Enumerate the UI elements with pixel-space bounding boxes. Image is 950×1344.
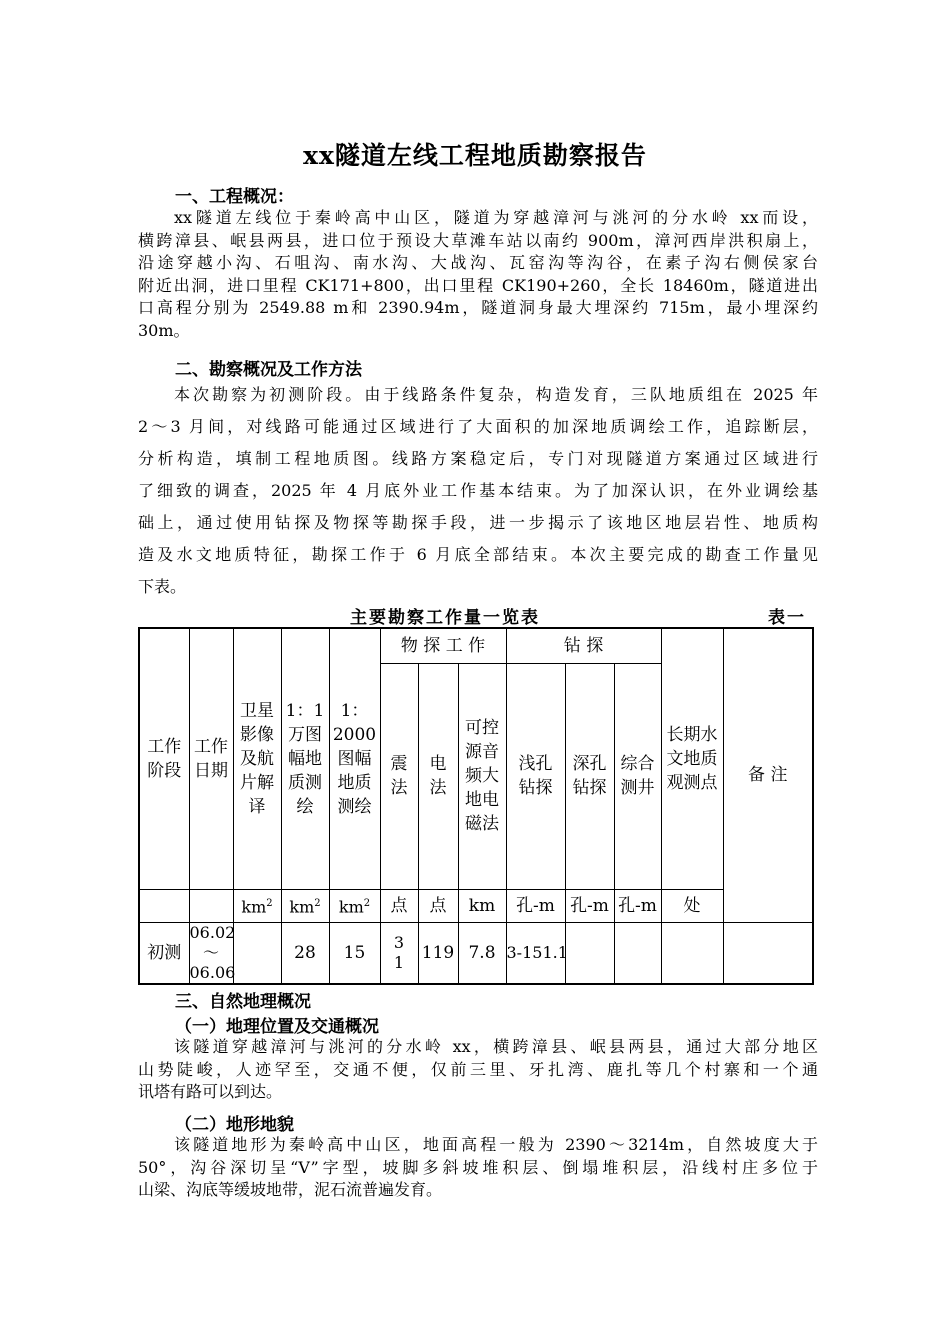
unit-satellite: $km^2$ bbox=[233, 889, 281, 922]
cell-date bbox=[189, 922, 236, 984]
header-map-10k: 1：1万图幅地质测绘 bbox=[281, 628, 329, 889]
section-3-2-line: 50°，沟谷深切呈“V”字型，坡脚多斜坡堆积层、倒塌堆积层，沿线村庄多位于 bbox=[138, 1157, 818, 1177]
header-shallow: 浅孔钻探 bbox=[506, 663, 565, 889]
section-1-heading: 一、工程概况： bbox=[175, 187, 294, 207]
unit-shallow: 孔-m bbox=[506, 889, 565, 922]
section-2-paragraph bbox=[138, 379, 818, 603]
unit-map-10k: $km^2$ bbox=[281, 889, 329, 922]
cell-remarks bbox=[723, 922, 813, 984]
cell-electric: 119 bbox=[418, 922, 458, 984]
cell-shallow: 3-151.1 bbox=[506, 922, 565, 984]
section-3-2-paragraph bbox=[138, 1134, 818, 1202]
header-combined: 综合测井 bbox=[614, 663, 661, 889]
section-1-line: 30m。 bbox=[138, 320, 190, 340]
unit-deep: 孔-m bbox=[565, 889, 614, 922]
unit-stage bbox=[139, 889, 189, 922]
header-seismic: 震法 bbox=[380, 663, 418, 889]
section-1-line: 横跨漳县、岷县两县，进口位于预设大草滩车站以南约 900m，漳河西岸洪积扇上， bbox=[138, 230, 818, 250]
table-data-row bbox=[139, 922, 813, 984]
section-3-heading: 三、自然地理概况 bbox=[175, 992, 311, 1012]
header-stage: 工作阶段 bbox=[139, 628, 189, 889]
cell-map-10k: 28 bbox=[281, 922, 329, 984]
header-map-2000: 1：2000图幅地质测绘 bbox=[329, 628, 380, 889]
section-1-line: 沿途穿越小沟、石咀沟、南水沟、大战沟、瓦窑沟等沟谷，在素子沟右侧侯家台 bbox=[138, 253, 818, 272]
cell-satellite bbox=[233, 922, 281, 984]
section-2-line: 2～3 月间，对线路可能通过区域进行了大面积的加深地质调绘工作，追踪断层， bbox=[138, 417, 818, 436]
section-3-2-heading: （二）地形地貌 bbox=[175, 1115, 294, 1135]
section-3-1-paragraph bbox=[138, 1036, 818, 1104]
section-1-paragraph bbox=[138, 207, 818, 342]
section-2-line: 了细致的调查，2025 年 4 月底外业工作基本结束。为了加深认识，在外业调绘基 bbox=[138, 481, 818, 500]
header-date: 工作日期 bbox=[189, 628, 233, 889]
section-2-line: 分析构造，填制工程地质图。线路方案稳定后，专门对现隧道方案通过区域进行 bbox=[138, 449, 818, 468]
header-electric: 电法 bbox=[418, 663, 458, 889]
cell-date-start: 06.02 bbox=[189, 922, 236, 942]
header-satellite: 卫星影像及航片解译 bbox=[233, 628, 281, 889]
section-2-line: 本次勘察为初测阶段。由于线路条件复杂，构造发育，三队地质组在 2025 年 bbox=[174, 385, 818, 404]
section-3-1-line: 讯塔有路可以到达。 bbox=[138, 1082, 283, 1101]
unit-csamt: km bbox=[458, 889, 506, 922]
section-3-1-line: 该隧道穿越漳河与洮河的分水岭 xx，横跨漳县、岷县两县，通过大部分地区 bbox=[174, 1037, 818, 1056]
header-drilling-group: 钻 探 bbox=[506, 628, 661, 663]
section-3-1-heading: （一）地理位置及交通概况 bbox=[175, 1017, 379, 1037]
unit-seismic: 点 bbox=[380, 889, 418, 922]
header-geophysics-group: 物 探 工 作 bbox=[380, 628, 506, 663]
table-units-row bbox=[139, 889, 813, 922]
unit-combined: 孔-m bbox=[614, 889, 661, 922]
section-1-line: xx隧道左线位于秦岭高中山区，隧道为穿越漳河与洮河的分水岭 xx而设， bbox=[174, 208, 818, 227]
unit-longterm: 处 bbox=[661, 889, 723, 922]
section-1-line: 附近出洞，进口里程 CK171+800，出口里程 CK190+260，全长 18460m，隧道进出 bbox=[138, 275, 818, 295]
unit-electric: 点 bbox=[418, 889, 458, 922]
cell-stage: 初测 bbox=[139, 922, 189, 984]
cell-csamt: 7.8 bbox=[458, 922, 506, 984]
header-remarks: 备 注 bbox=[723, 628, 813, 922]
header-csamt: 可控源音频大地电磁法 bbox=[458, 663, 506, 889]
section-1-line: 口高程分别为 2549.88 m和 2390.94m，隧道洞身最大埋深约 715m，最小埋深约 bbox=[138, 298, 818, 317]
table-caption: 主要勘察工作量一览表 bbox=[350, 608, 540, 628]
section-3-2-line: 该隧道地形为秦岭高中山区，地面高程一般为 2390～3214m，自然坡度大于 bbox=[174, 1135, 818, 1154]
cell-map-2000: 15 bbox=[329, 922, 380, 984]
section-3-1-line: 山势陡峻，人迹罕至，交通不便，仅前三里、牙扎湾、鹿扎等几个村寨和一个通 bbox=[138, 1059, 818, 1079]
table-header-row bbox=[139, 628, 813, 663]
header-longterm: 长期水文地质观测点 bbox=[661, 628, 723, 889]
section-2-heading: 二、勘察概况及工作方法 bbox=[175, 360, 362, 380]
section-3-2-line: 山梁、沟底等缓坡地带，泥石流普遍发育。 bbox=[138, 1180, 443, 1199]
section-2-line: 础上，通过使用钻探及物探等勘探手段，进一步揭示了该地区地层岩性、地质构 bbox=[138, 513, 818, 532]
cell-date-sep: ～ bbox=[202, 942, 219, 962]
table-number: 表一 bbox=[768, 608, 806, 628]
cell-combined bbox=[614, 922, 661, 984]
cell-date-end: 06.06 bbox=[189, 962, 236, 982]
section-2-line: 下表。 bbox=[138, 577, 187, 596]
cell-longterm bbox=[661, 922, 723, 984]
cell-seismic-a: 3 bbox=[393, 932, 405, 952]
cell-deep bbox=[565, 922, 614, 984]
unit-map-2000: $km^2$ bbox=[329, 889, 380, 922]
header-deep: 深孔钻探 bbox=[565, 663, 614, 889]
section-2-line: 造及水文地质特征，勘探工作于 6 月底全部结束。本次主要完成的勘查工作量见 bbox=[138, 545, 818, 564]
work-quantity-table bbox=[138, 627, 814, 985]
report-title: xx隧道左线工程地质勘察报告 bbox=[303, 141, 647, 170]
unit-date bbox=[189, 889, 233, 922]
cell-seismic bbox=[380, 922, 418, 984]
cell-seismic-b: 1 bbox=[393, 952, 405, 972]
